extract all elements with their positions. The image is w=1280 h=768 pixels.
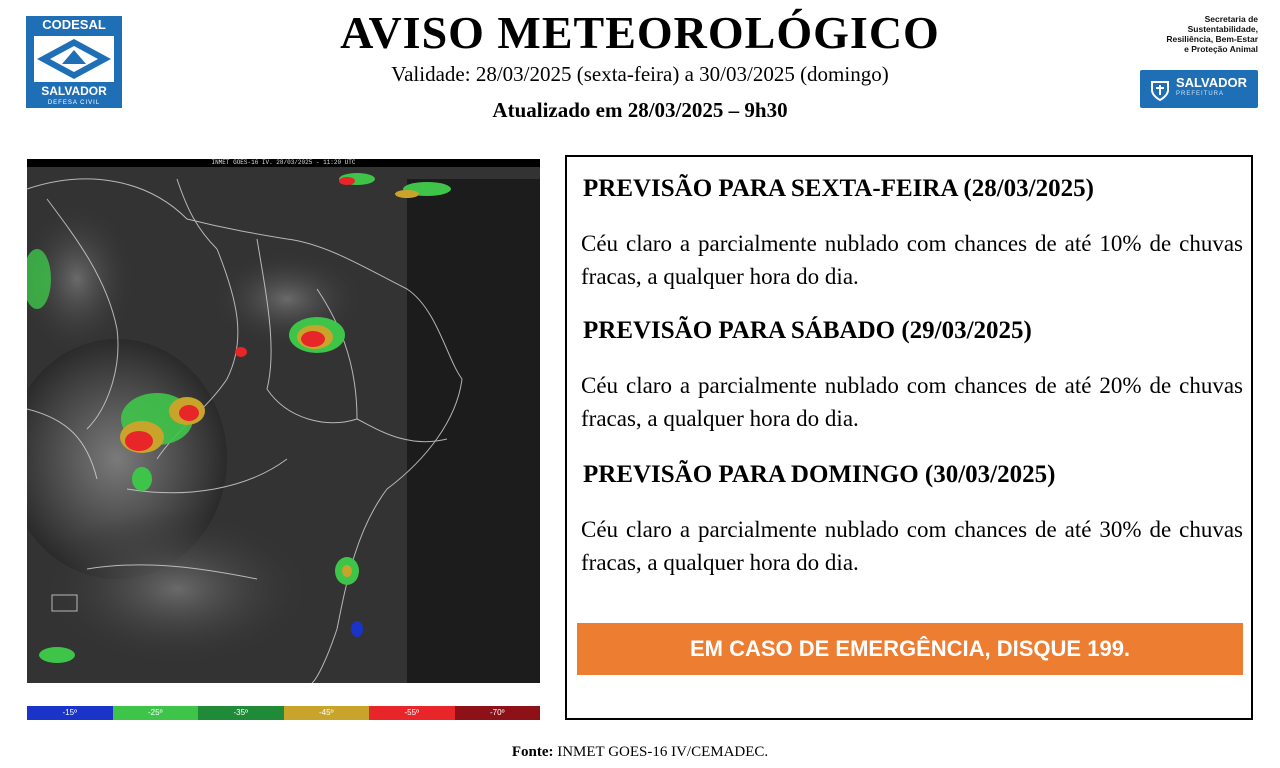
source-label: Fonte: xyxy=(511,744,554,760)
scale-segment: -35º xyxy=(198,706,284,720)
salvador-badge xyxy=(1140,70,1258,108)
source-line xyxy=(0,744,1280,761)
page-title: AVISO METEOROLÓGICO xyxy=(340,7,940,58)
secretaria-line: Secretaria de xyxy=(1204,14,1258,24)
forecast-text-friday: Céu claro a parcialmente nublado com chances de até 10% de chuvas fracas, a qualquer hora do dia. xyxy=(581,231,1243,289)
forecast-heading-friday: PREVISÃO PARA SEXTA-FEIRA (28/03/2025) xyxy=(583,175,1094,202)
forecast-text-sunday: Céu claro a parcialmente nublado com chances de até 30% de chuvas fracas, a qualquer hora do dia. xyxy=(581,517,1243,575)
codesal-logo-city: SALVADOR xyxy=(41,84,107,98)
salvador-badge-sub: PREFEITURA xyxy=(1176,91,1225,97)
temperature-scale xyxy=(27,706,540,720)
satellite-image xyxy=(27,159,540,683)
secretaria-line: Sustentabilidade, xyxy=(1187,24,1258,34)
salvador-crest-icon xyxy=(1148,78,1172,102)
forecast-heading-saturday: PREVISÃO PARA SÁBADO (29/03/2025) xyxy=(583,317,1032,344)
updated-text: Atualizado em 28/03/2025 – 9h30 xyxy=(492,98,788,122)
scale-segment: -70º xyxy=(455,706,541,720)
scale-segment: -25º xyxy=(113,706,199,720)
scale-segment: -45º xyxy=(284,706,370,720)
forecast-heading-sunday: PREVISÃO PARA DOMINGO (30/03/2025) xyxy=(583,461,1056,488)
scale-segment: -15º xyxy=(27,706,113,720)
secretaria-line: Resiliência, Bem-Estar xyxy=(1166,34,1258,44)
codesal-logo-sub: DEFESA CIVIL xyxy=(47,100,101,106)
source-text: INMET GOES-16 IV/CEMADEC. xyxy=(557,744,769,760)
secretaria-logo-text xyxy=(1130,14,1258,54)
forecast-text-saturday: Céu claro a parcialmente nublado com chances de até 20% de chuvas fracas, a qualquer hora do dia. xyxy=(581,373,1243,431)
emergency-banner: EM CASO DE EMERGÊNCIA, DISQUE 199. xyxy=(577,623,1243,675)
codesal-logo-top: CODESAL xyxy=(42,17,106,32)
validity-text: Validade: 28/03/2025 (sexta-feira) a 30/03/2025 (domingo) xyxy=(391,62,889,86)
satellite-header: INMET GOES-16 IV. 28/03/2025 - 11:20 UTC xyxy=(27,159,540,167)
secretaria-line: e Proteção Animal xyxy=(1184,44,1258,54)
scale-segment: -55º xyxy=(369,706,455,720)
salvador-badge-label: SALVADOR xyxy=(1176,75,1248,90)
forecast-box xyxy=(565,155,1253,720)
